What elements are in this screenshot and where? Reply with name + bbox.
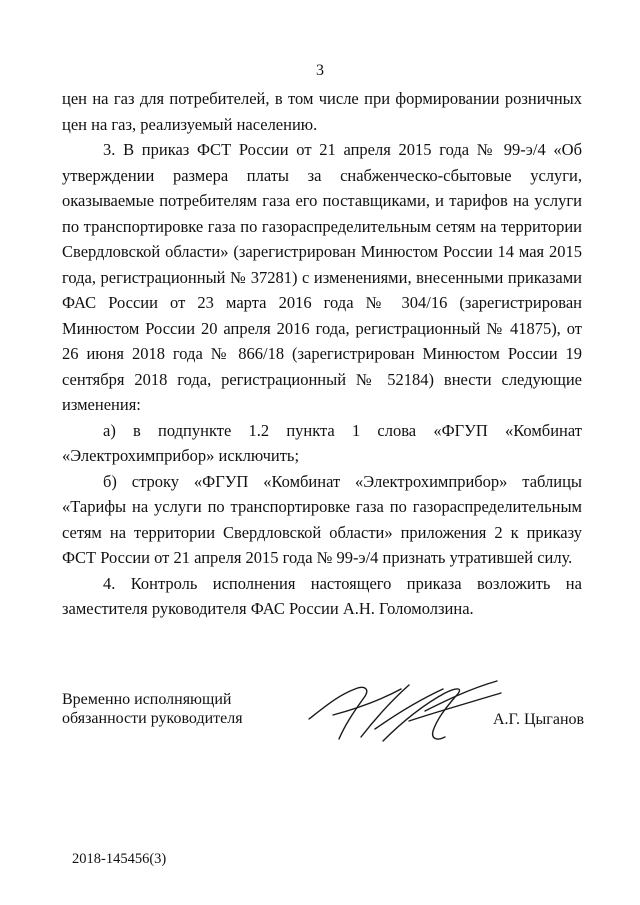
word: возложить [476, 573, 551, 593]
document-code: 2018-145456(3) [72, 851, 167, 867]
signatory-title-line-1: Временно исполняющий [62, 691, 232, 708]
word: исполнения [212, 573, 296, 593]
paragraph-continuation: цен на газ для потребителей, в том числе при формировании розничных цен на газ, реализуемый населению. [62, 89, 582, 134]
paragraph-item-3: 3. В приказ ФСТ России от 21 апреля 2015 года № 99-э/4 «Об утверждении размера платы за снабженческо-сбытовые услуги, оказываемые потребителям газа его поставщиками, и тарифов на услуги по транспортировке газа по газораспределительным сетям на территории Свердловской области» (зарегистрирован Минюстом России 14 мая 2015 года, регистрационный № 37281) с изменениями, внесенными приказами ФАС России от 23 марта 2016 года № 304/16 (зарегистрирован Минюстом России 20 апреля 2016 года, регистрационный № 41875), от 26 июня 2018 года № 866/18 (зарегистрирован Минюстом России 19 сентября 2018 года, регистрационный № 52184) внести следующие изменения: [62, 140, 582, 414]
word: настоящего [310, 573, 392, 593]
signatory-title [62, 690, 243, 728]
paragraph-item-4-first-line [62, 571, 582, 597]
subitem-a-rest: «Электрохимприбор» исключить; [62, 446, 300, 465]
word: «Комбинат [504, 420, 582, 440]
subitem-a-first-line [62, 418, 582, 444]
word: приказа [406, 573, 462, 593]
word: «ФГУП [433, 420, 488, 440]
document-body [62, 86, 582, 622]
subitem-b: б) строку «ФГУП «Комбинат «Электрохимприбор» таблицы «Тарифы на услуги по транспортировке газа по газораспределительным сетям на территории Свердловской области» приложения 2 к приказу ФСТ России от 21 апреля 2015 года № 99-э/4 признать утратившей силу. [62, 471, 582, 567]
word: подпункте [158, 420, 232, 440]
word: в [133, 420, 141, 440]
word: 1 [351, 420, 361, 440]
word: 4. [103, 573, 116, 593]
word: на [565, 573, 582, 593]
signer-name: А.Г. Цыганов [493, 711, 585, 728]
word: пункта [286, 420, 335, 440]
paragraph-item-4-rest: заместителя руководителя ФАС России А.Н. Голомолзина. [62, 599, 474, 618]
word: а) [103, 420, 116, 440]
word: 1.2 [248, 420, 270, 440]
signatory-title-line-2: обязанности руководителя [62, 710, 243, 727]
handwritten-signature [305, 675, 505, 755]
word: слова [377, 420, 417, 440]
word: Контроль [130, 573, 198, 593]
page-number: 3 [316, 62, 324, 79]
